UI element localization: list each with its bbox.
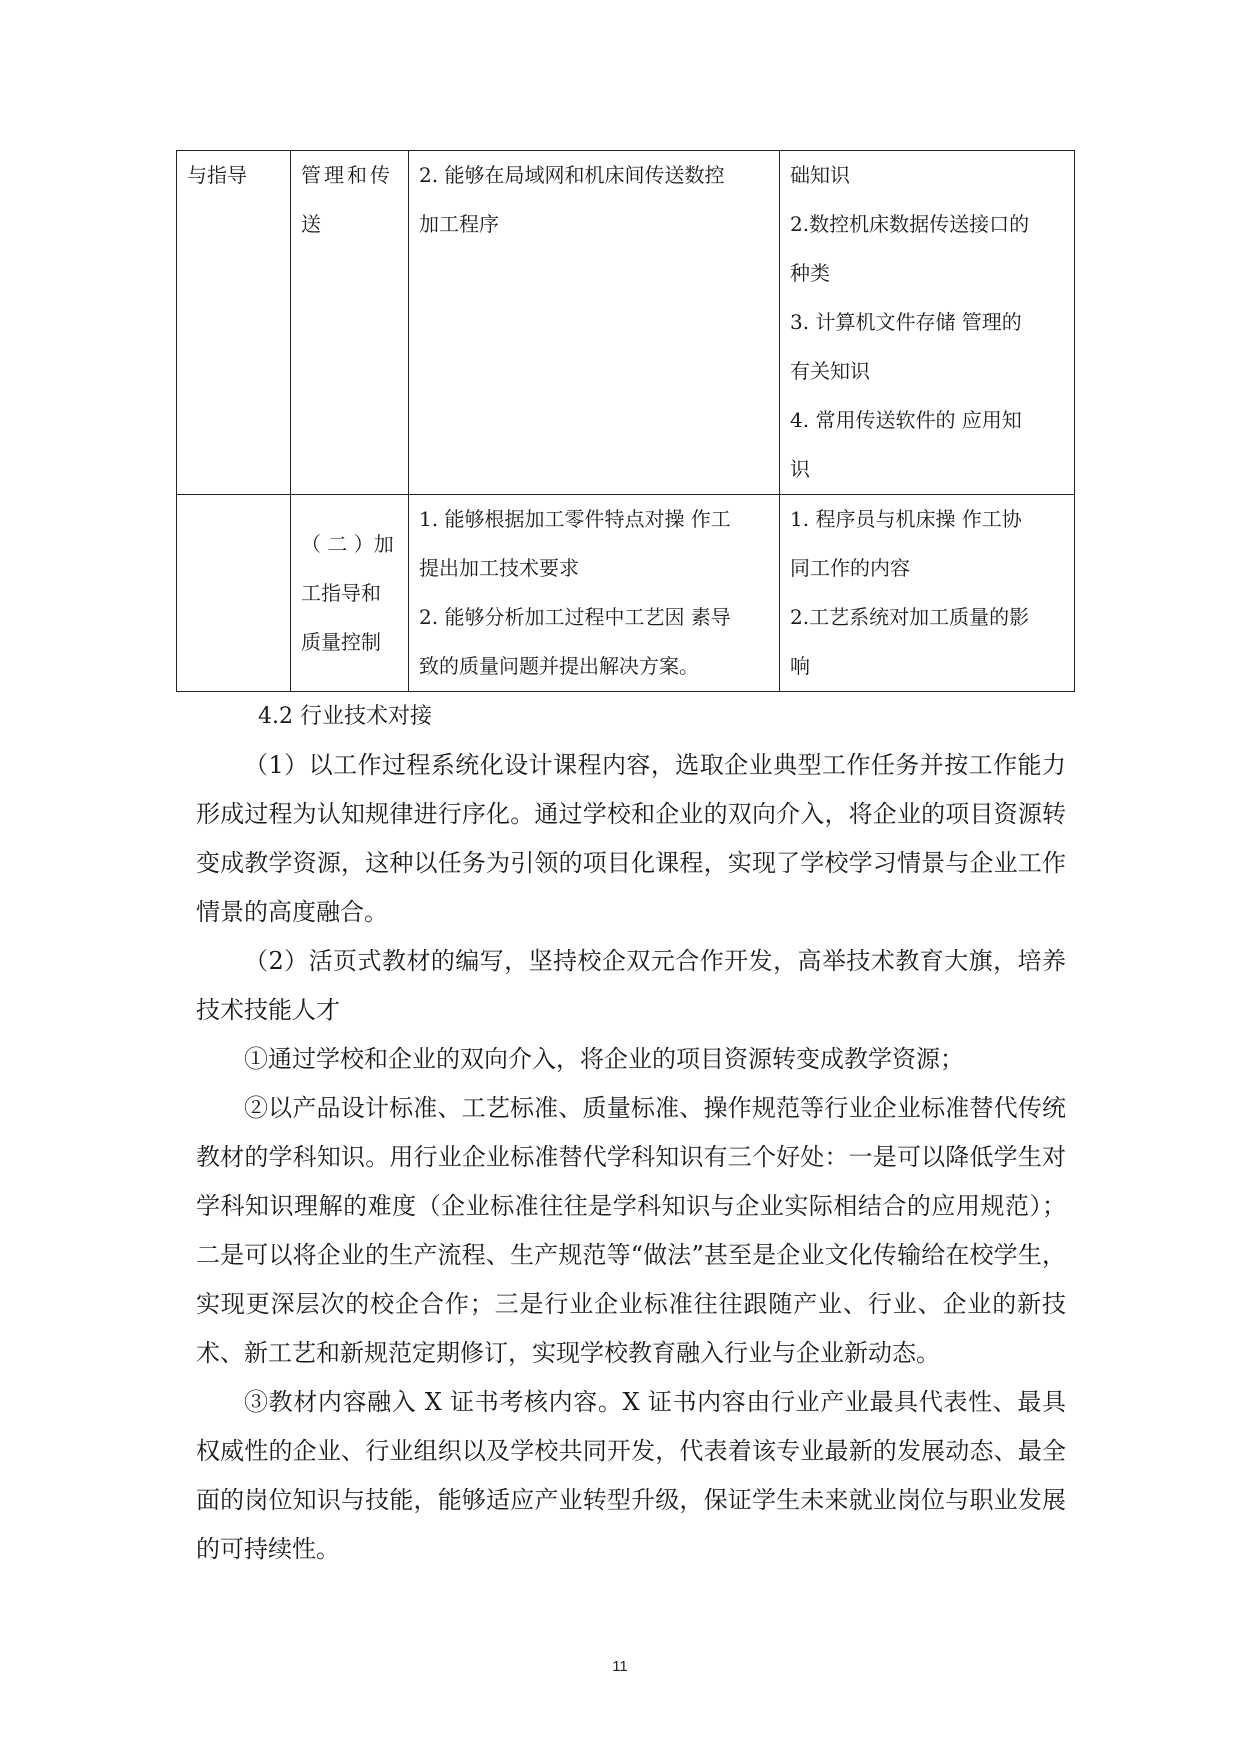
cell-line: （ 二 ）加 xyxy=(301,531,394,556)
section-body xyxy=(196,692,1066,1574)
cell-line: 提出加工技术要求 xyxy=(419,556,579,580)
cell-line: 送 xyxy=(301,212,321,236)
cell-line: 2.数控机床数据传送接口的 xyxy=(790,212,1030,236)
cell-line: 1. 能够根据加工零件特点对操 作工 xyxy=(419,507,731,531)
cell-line: 工指导和 xyxy=(301,580,381,605)
cell-line: 1. 程序员与机床操 作工协 xyxy=(790,507,1022,531)
table-cell-work-content xyxy=(291,495,409,692)
table-row xyxy=(177,495,1075,692)
paragraph: ①通过学校和企业的双向介入，将企业的项目资源转变成教学资源； xyxy=(244,1045,964,1073)
page-number: 11 xyxy=(612,1658,628,1675)
paragraph: （1）以工作过程系统化设计课程内容，选取企业典型工作任务并按工作能力形成过程为认知规律进行序化。通过学校和企业的双向介入，将企业的项目资源转变成教学资源，这种以任务为引领的项目化课程，实现了学校学习情景与企业工作情景的高度融合。 xyxy=(196,751,1066,926)
cell-line: 2. 能够分析加工过程中工艺因 素导 xyxy=(419,605,731,629)
table-row xyxy=(177,151,1075,495)
cell-line: 致的质量问题并提出解决方案。 xyxy=(419,654,699,678)
table-cell-category-continued xyxy=(177,495,291,692)
table-cell-related-knowledge xyxy=(780,495,1075,692)
paragraph: （2）活页式教材的编写，坚持校企双元合作开发，高举技术教育大旗，培养技术技能人才 xyxy=(196,947,1066,1024)
cell-line: 加工程序 xyxy=(419,212,499,236)
cell-line: 2.工艺系统对加工质量的影 xyxy=(790,605,1030,629)
cell-line: 质量控制 xyxy=(301,629,381,654)
table-cell-skill-requirement xyxy=(409,495,780,692)
cell-line: 3. 计算机文件存储 管理的 xyxy=(790,310,1022,334)
cell-line: 管理和传 xyxy=(301,163,393,187)
cell-line: 有关知识 xyxy=(790,359,870,383)
cell-line: 4. 常用传送软件的 应用知 xyxy=(790,408,1022,432)
cell-line: 础知识 xyxy=(790,163,850,187)
table-cell-work-content xyxy=(291,151,409,495)
skills-table xyxy=(176,150,1075,692)
cell-line: 响 xyxy=(790,654,810,678)
paragraph: ②以产品设计标准、工艺标准、质量标准、操作规范等行业企业标准替代传统教材的学科知识。用行业企业标准替代学科知识有三个好处：一是可以降低学生对学科知识理解的难度（企业标准往往是学科知识与企业实际相结合的应用规范）；二是可以将企业的生产流程、生产规范等“做法”甚至是企业文化传输给在校学生，实现更深层次的校企合作；三是行业企业标准往往跟随产业、行业、企业的新技术、新工艺和新规范定期修订，实现学校教育融入行业与企业新动态。 xyxy=(196,1094,1066,1367)
cell-line: 同工作的内容 xyxy=(790,556,910,580)
table-cell-related-knowledge xyxy=(780,151,1075,495)
cell-line: 种类 xyxy=(790,261,830,285)
table-cell-skill-requirement xyxy=(409,151,780,495)
cell-line: 识 xyxy=(790,457,810,481)
paragraph: ③教材内容融入 X 证书考核内容。X 证书内容由行业产业最具代表性、最具权威性的企业、行业组织以及学校共同开发，代表着该专业最新的发展动态、最全面的岗位知识与技能，能够适应产业转型升级，保证学生未来就业岗位与职业发展的可持续性。 xyxy=(196,1388,1066,1563)
category-text: 与指导 xyxy=(187,163,247,187)
cell-line: 2. 能够在局域网和机床间传送数控 xyxy=(419,163,725,187)
section-heading: 4.2 行业技术对接 xyxy=(258,704,432,729)
table-cell-category xyxy=(177,151,291,495)
